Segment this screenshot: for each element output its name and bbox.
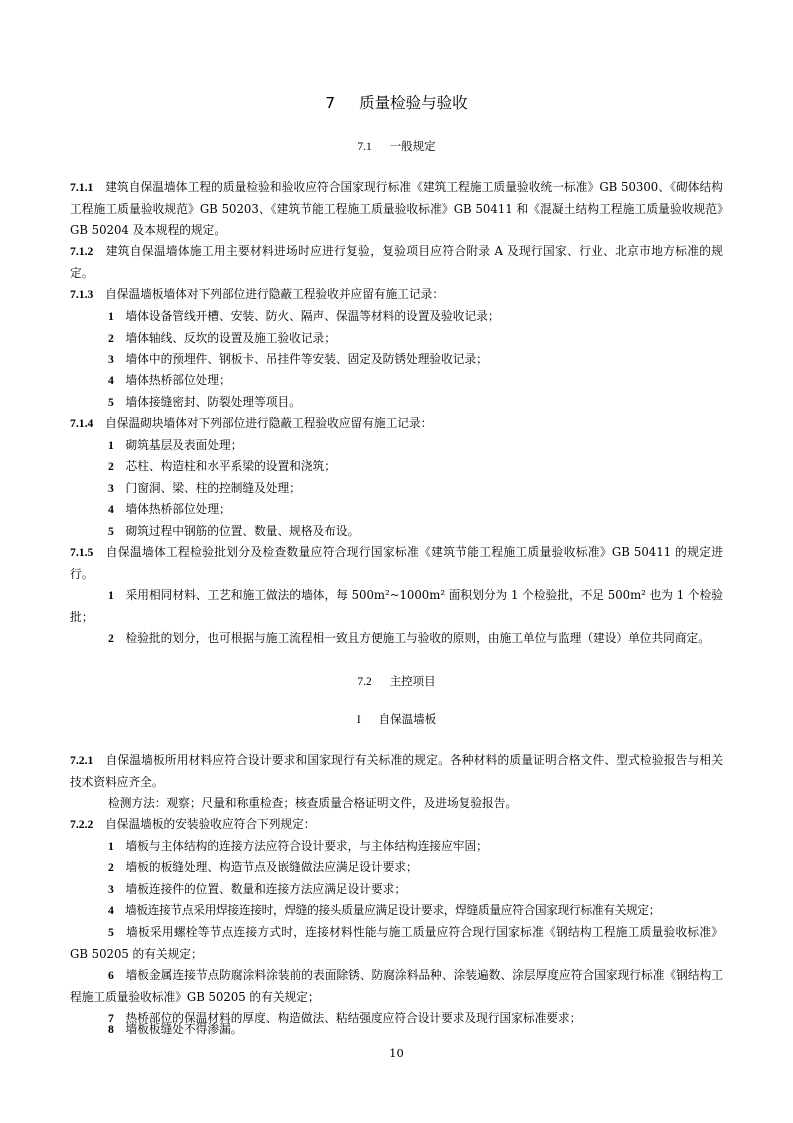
list-item: 3 墙板连接件的位置、数量和连接方法应满足设计要求；	[108, 882, 407, 896]
list-item: 1 墙板与主体结构的连接方法应符合设计要求，与主体结构连接应牢固；	[108, 839, 488, 853]
clause-number: 7.2.1	[70, 754, 94, 767]
list-item: 7 热桥部位的保温材料的厚度、构造做法、粘结强度应符合设计要求及现行国家标准要求；	[108, 1011, 582, 1025]
chapter-number: 7	[325, 94, 336, 112]
clause-number: 7.1.5	[70, 546, 94, 559]
section-title: 一般规定	[389, 139, 436, 153]
list-item: 3 门窗洞、梁、柱的控制缝及处理；	[108, 481, 301, 495]
subsection-number: I	[356, 714, 361, 726]
subsection-heading	[70, 711, 723, 727]
clause-7-1-1	[70, 177, 723, 242]
clause-7-2-2	[70, 814, 723, 836]
clause-7-1-3	[70, 284, 723, 306]
list-item: 5 砌筑过程中钢筋的位置、数量、规格及布设。	[108, 524, 360, 538]
clause-text: 自保温墙体工程检验批划分及检查数量应符合现行国家标准《建筑节能工程施工质量验收标准》GB 50411 的规定进行。	[70, 545, 723, 581]
section-title: 主控项目	[389, 674, 436, 688]
list-item: 2 检验批的划分，也可根据与施工流程相一致且方便施工与验收的原则，由施工单位与监理（建设）单位共同商定。	[108, 631, 710, 645]
list-item: 5 墙体接缝密封、防裂处理等项目。	[108, 395, 301, 409]
list-item: 3 墙体中的预埋件、钢板卡、吊挂件等安装、固定及防锈处理验收记录；	[108, 352, 488, 366]
clause-number: 7.1.3	[70, 288, 94, 301]
clause-text: 自保温砌块墙体对下列部位进行隐蔽工程验收应留有施工记录：	[105, 416, 433, 430]
list-item: 4 墙体热桥部位处理；	[108, 502, 231, 516]
clause-number: 7.1.4	[70, 417, 94, 430]
list-item: 4 墙板连接节点采用焊接连接时，焊缝的接头质量应满足设计要求，焊缝质量应符合国家现行标准有关规定；	[108, 903, 661, 917]
page-number: 10	[389, 1046, 404, 1060]
chapter-heading	[70, 91, 723, 113]
list-item: 4 墙体热桥部位处理；	[108, 373, 231, 387]
clause-7-1-4	[70, 413, 723, 435]
clause-7-1-5	[70, 542, 723, 585]
clause-text: 建筑自保温墙体工程的质量检验和验收应符合国家现行标准《建筑工程施工质量验收统一标准》GB 50300、《砌体结构工程施工质量验收规范》GB 50203、《建筑节能工程施工质量验收标准》GB 50411 和《混凝土结构工程施工质量验收规范》GB 50204 及本规程的规定。	[70, 180, 723, 237]
section-heading-7-2	[70, 673, 723, 689]
list-item: 1 采用相同材料、工艺和施工做法的墙体，每 500m²~1000m² 面积划分为 1 个检验批，不足 500m² 也为 1 个检验批；	[70, 588, 723, 624]
list-item: 1 砌筑基层及表面处理；	[108, 438, 243, 452]
clause-number: 7.2.2	[70, 818, 94, 831]
section-number: 7.1	[357, 141, 372, 153]
chapter-title: 质量检验与验收	[359, 94, 468, 112]
list-item: 2 墙板的板缝处理、构造节点及嵌缝做法应满足设计要求；	[108, 860, 418, 874]
section-heading-7-1	[70, 138, 723, 154]
list-item: 8 墙板板缝处不得渗漏。	[108, 1022, 243, 1036]
list-item: 5 墙板采用螺栓等节点连接方式时，连接材料性能与施工质量应符合现行国家标准《钢结构工程施工质量验收标准》GB 50205 的有关规定；	[70, 925, 723, 961]
subsection-title: 自保温墙板	[378, 712, 437, 726]
clause-number: 7.1.2	[70, 245, 94, 258]
clause-text: 自保温墙板墙体对下列部位进行隐蔽工程验收并应留有施工记录：	[105, 287, 445, 301]
list-item: 1 墙体设备管线开槽、安装、防火、隔声、保温等材料的设置及验收记录；	[108, 309, 500, 323]
inspection-method: 检测方法：观察；尺量和称重检查；核查质量合格证明文件，及进场复验报告。	[108, 796, 518, 810]
clause-7-2-1	[70, 750, 723, 793]
clause-7-1-2	[70, 241, 723, 284]
section-number: 7.2	[357, 676, 372, 688]
list-item: 2 芯柱、构造柱和水平系梁的设置和浇筑；	[108, 459, 336, 473]
list-item: 6 墙板金属连接节点防腐涂料涂装前的表面除锈、防腐涂料品种、涂装遍数、涂层厚度应符合国家现行标准《钢结构工程施工质量验收标准》GB 50205 的有关规定；	[70, 968, 723, 1004]
list-item: 2 墙体轴线、反坎的设置及施工验收记录；	[108, 331, 336, 345]
clause-number: 7.1.1	[70, 181, 94, 194]
clause-text: 自保温墙板所用材料应符合设计要求和国家现行有关标准的规定。各种材料的质量证明合格文件、型式检验报告与相关技术资料应齐全。	[70, 753, 723, 789]
clause-text: 建筑自保温墙体施工用主要材料进场时应进行复验，复验项目应符合附录 A 及现行国家、行业、北京市地方标准的规定。	[70, 244, 723, 280]
clause-text: 自保温墙板的安装验收应符合下列规定：	[105, 817, 316, 831]
